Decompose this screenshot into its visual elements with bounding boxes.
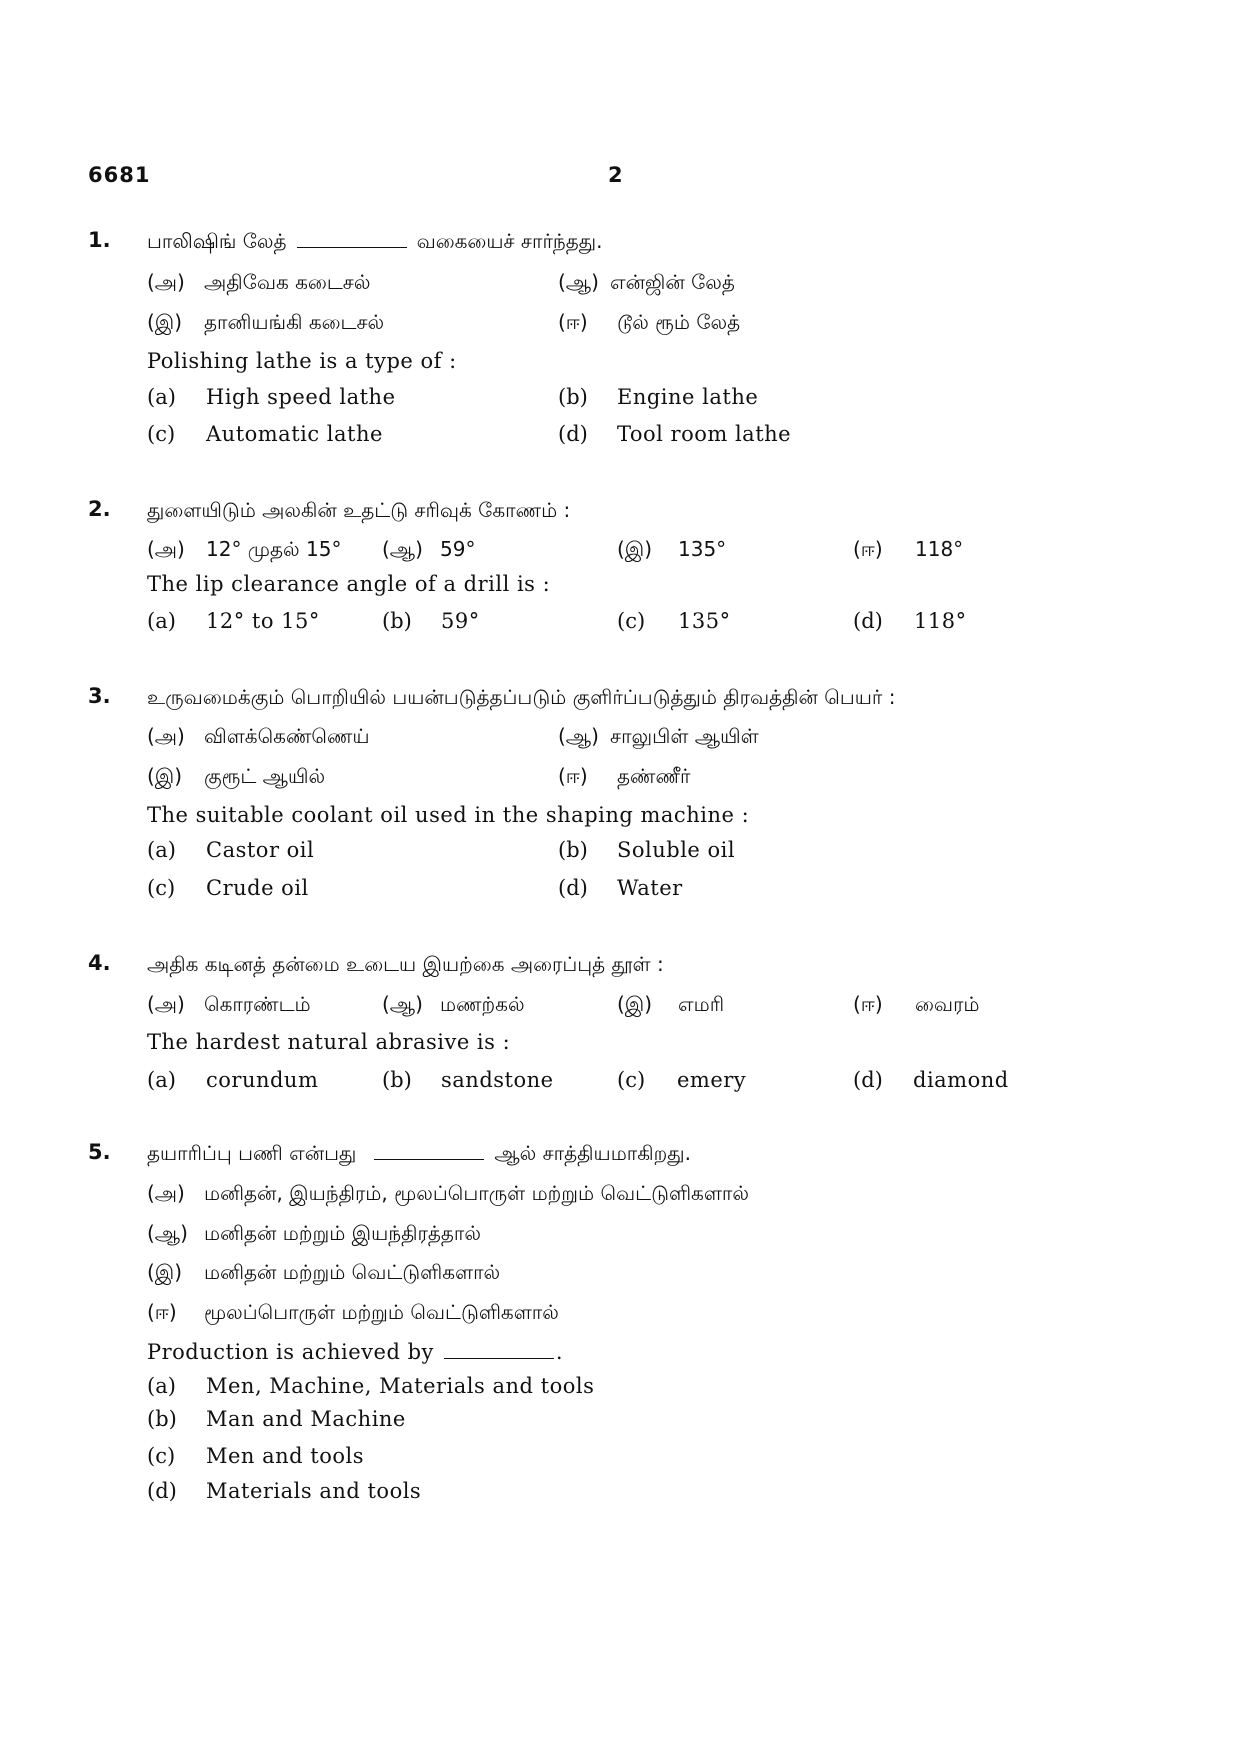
option-label: (a) [147, 609, 176, 633]
option-text: Castor oil [206, 838, 315, 862]
tamil-option-label: (அ) [147, 724, 185, 748]
question-english: The suitable coolant oil used in the shaping machine : [147, 803, 750, 827]
tamil-option-label: (ஆ) [382, 992, 423, 1016]
option-text: 135° [678, 609, 731, 633]
tamil-option-text: மூலப்பொருள் மற்றும் வெட்டுளிகளால் [204, 1300, 559, 1324]
question-english: The hardest natural abrasive is : [147, 1030, 511, 1054]
option-text: sandstone [441, 1068, 554, 1092]
tamil-option-text: தண்ணீர் [617, 764, 691, 788]
option-text: corundum [206, 1068, 319, 1092]
tamil-option-text: டூல் ரூம் லேத் [617, 310, 741, 334]
tamil-option-label: (ஆ) [147, 1221, 188, 1245]
page-number: 2 [608, 163, 623, 187]
tamil-option-label: (ஈ) [853, 992, 883, 1016]
option-text: 118° [914, 609, 967, 633]
option-label: (b) [382, 609, 412, 633]
tamil-option-label: (ஈ) [558, 764, 588, 788]
option-text: Soluble oil [617, 838, 736, 862]
tamil-option-text: அதிவேக கடைசல் [204, 270, 371, 294]
question-number: 5. [88, 1140, 111, 1164]
tamil-option-label: (இ) [147, 764, 183, 788]
tamil-option-label: (அ) [147, 537, 185, 561]
option-label: (b) [147, 1407, 177, 1431]
tamil-option-label: (இ) [617, 537, 653, 561]
question-english: Production is achieved by . [147, 1340, 564, 1364]
tamil-option-label: (அ) [147, 1181, 185, 1205]
tamil-option-text: விளக்கெண்ணெய் [204, 724, 370, 748]
question-english: Polishing lathe is a type of : [147, 349, 457, 373]
question-english: The lip clearance angle of a drill is : [147, 572, 551, 596]
tamil-option-text: 135° [678, 537, 727, 561]
tamil-option-label: (அ) [147, 992, 185, 1016]
tamil-option-label: (ஈ) [147, 1300, 177, 1324]
option-text: Tool room lathe [617, 422, 792, 446]
question-tamil: பாலிஷிங் லேத் வகையைச் சார்ந்தது. [147, 229, 603, 253]
tamil-option-label: (ஈ) [558, 310, 588, 334]
option-label: (a) [147, 1068, 176, 1092]
option-label: (d) [558, 422, 588, 446]
option-label: (c) [617, 609, 646, 633]
option-text: Materials and tools [206, 1479, 422, 1503]
option-label: (d) [853, 609, 883, 633]
option-label: (b) [382, 1068, 412, 1092]
option-text: diamond [913, 1068, 1009, 1092]
option-label: (c) [147, 1444, 176, 1468]
question-number: 3. [88, 684, 111, 708]
answer-blank [444, 1357, 554, 1359]
option-label: (b) [558, 385, 588, 409]
option-label: (a) [147, 838, 176, 862]
answer-blank [297, 246, 407, 248]
tamil-option-text: எமரி [678, 992, 725, 1016]
option-text: High speed lathe [206, 385, 396, 409]
option-text: 12° to 15° [206, 609, 320, 633]
option-text: Water [617, 876, 683, 900]
tamil-option-label: (ஆ) [558, 724, 599, 748]
tamil-option-text: மனிதன், இயந்திரம், மூலப்பொருள் மற்றும் வெட்டுளிகளால் [204, 1181, 749, 1205]
tamil-option-text: வைரம் [915, 992, 980, 1016]
question-number: 4. [88, 951, 111, 975]
option-text: Men, Machine, Materials and tools [206, 1374, 595, 1398]
question-tamil: உருவமைக்கும் பொறியில் பயன்படுத்தப்படும் குளிர்ப்படுத்தும் திரவத்தின் பெயர் : [147, 685, 896, 709]
question-number: 2. [88, 497, 111, 521]
option-label: (a) [147, 385, 176, 409]
answer-blank [374, 1158, 484, 1160]
tamil-option-label: (அ) [147, 270, 185, 294]
option-label: (b) [558, 838, 588, 862]
tamil-option-label: (இ) [617, 992, 653, 1016]
option-label: (d) [558, 876, 588, 900]
tamil-option-label: (ஈ) [853, 537, 883, 561]
tamil-option-text: சாலுபிள் ஆயிள் [610, 724, 759, 748]
tamil-option-label: (ஆ) [558, 270, 599, 294]
option-text: Automatic lathe [206, 422, 383, 446]
question-tamil: துளையிடும் அலகின் உதட்டு சரிவுக் கோணம் : [147, 498, 571, 522]
tamil-option-label: (இ) [147, 310, 183, 334]
paper-code: 6681 [88, 163, 151, 187]
option-label: (d) [147, 1479, 177, 1503]
option-label: (c) [147, 422, 176, 446]
tamil-option-text: 12° முதல் 15° [206, 537, 342, 561]
option-text: 59° [441, 609, 480, 633]
tamil-option-text: 59° [440, 537, 476, 561]
option-label: (a) [147, 1374, 176, 1398]
question-number: 1. [88, 228, 111, 252]
tamil-option-text: மணற்கல் [440, 992, 525, 1016]
tamil-option-text: குரூட் ஆயில் [204, 764, 326, 788]
option-text: Crude oil [206, 876, 309, 900]
option-label: (d) [853, 1068, 883, 1092]
tamil-option-text: மனிதன் மற்றும் இயந்திரத்தால் [204, 1221, 481, 1245]
tamil-option-text: 118° [915, 537, 964, 561]
tamil-option-text: மனிதன் மற்றும் வெட்டுளிகளால் [204, 1260, 501, 1284]
tamil-option-text: என்ஜின் லேத் [610, 270, 735, 294]
question-tamil: அதிக கடினத் தன்மை உடைய இயற்கை அரைப்புத் தூள் : [147, 952, 664, 976]
option-text: Engine lathe [617, 385, 759, 409]
option-label: (c) [147, 876, 176, 900]
question-tamil: தயாரிப்பு பணி என்பது ஆல் சாத்தியமாகிறது. [147, 1141, 691, 1165]
tamil-option-text: தானியங்கி கடைசல் [204, 310, 385, 334]
tamil-option-text: கொரண்டம் [204, 992, 311, 1016]
option-text: emery [677, 1068, 747, 1092]
option-label: (c) [617, 1068, 646, 1092]
tamil-option-label: (ஆ) [382, 537, 423, 561]
option-text: Man and Machine [206, 1407, 406, 1431]
option-text: Men and tools [206, 1444, 365, 1468]
tamil-option-label: (இ) [147, 1260, 183, 1284]
